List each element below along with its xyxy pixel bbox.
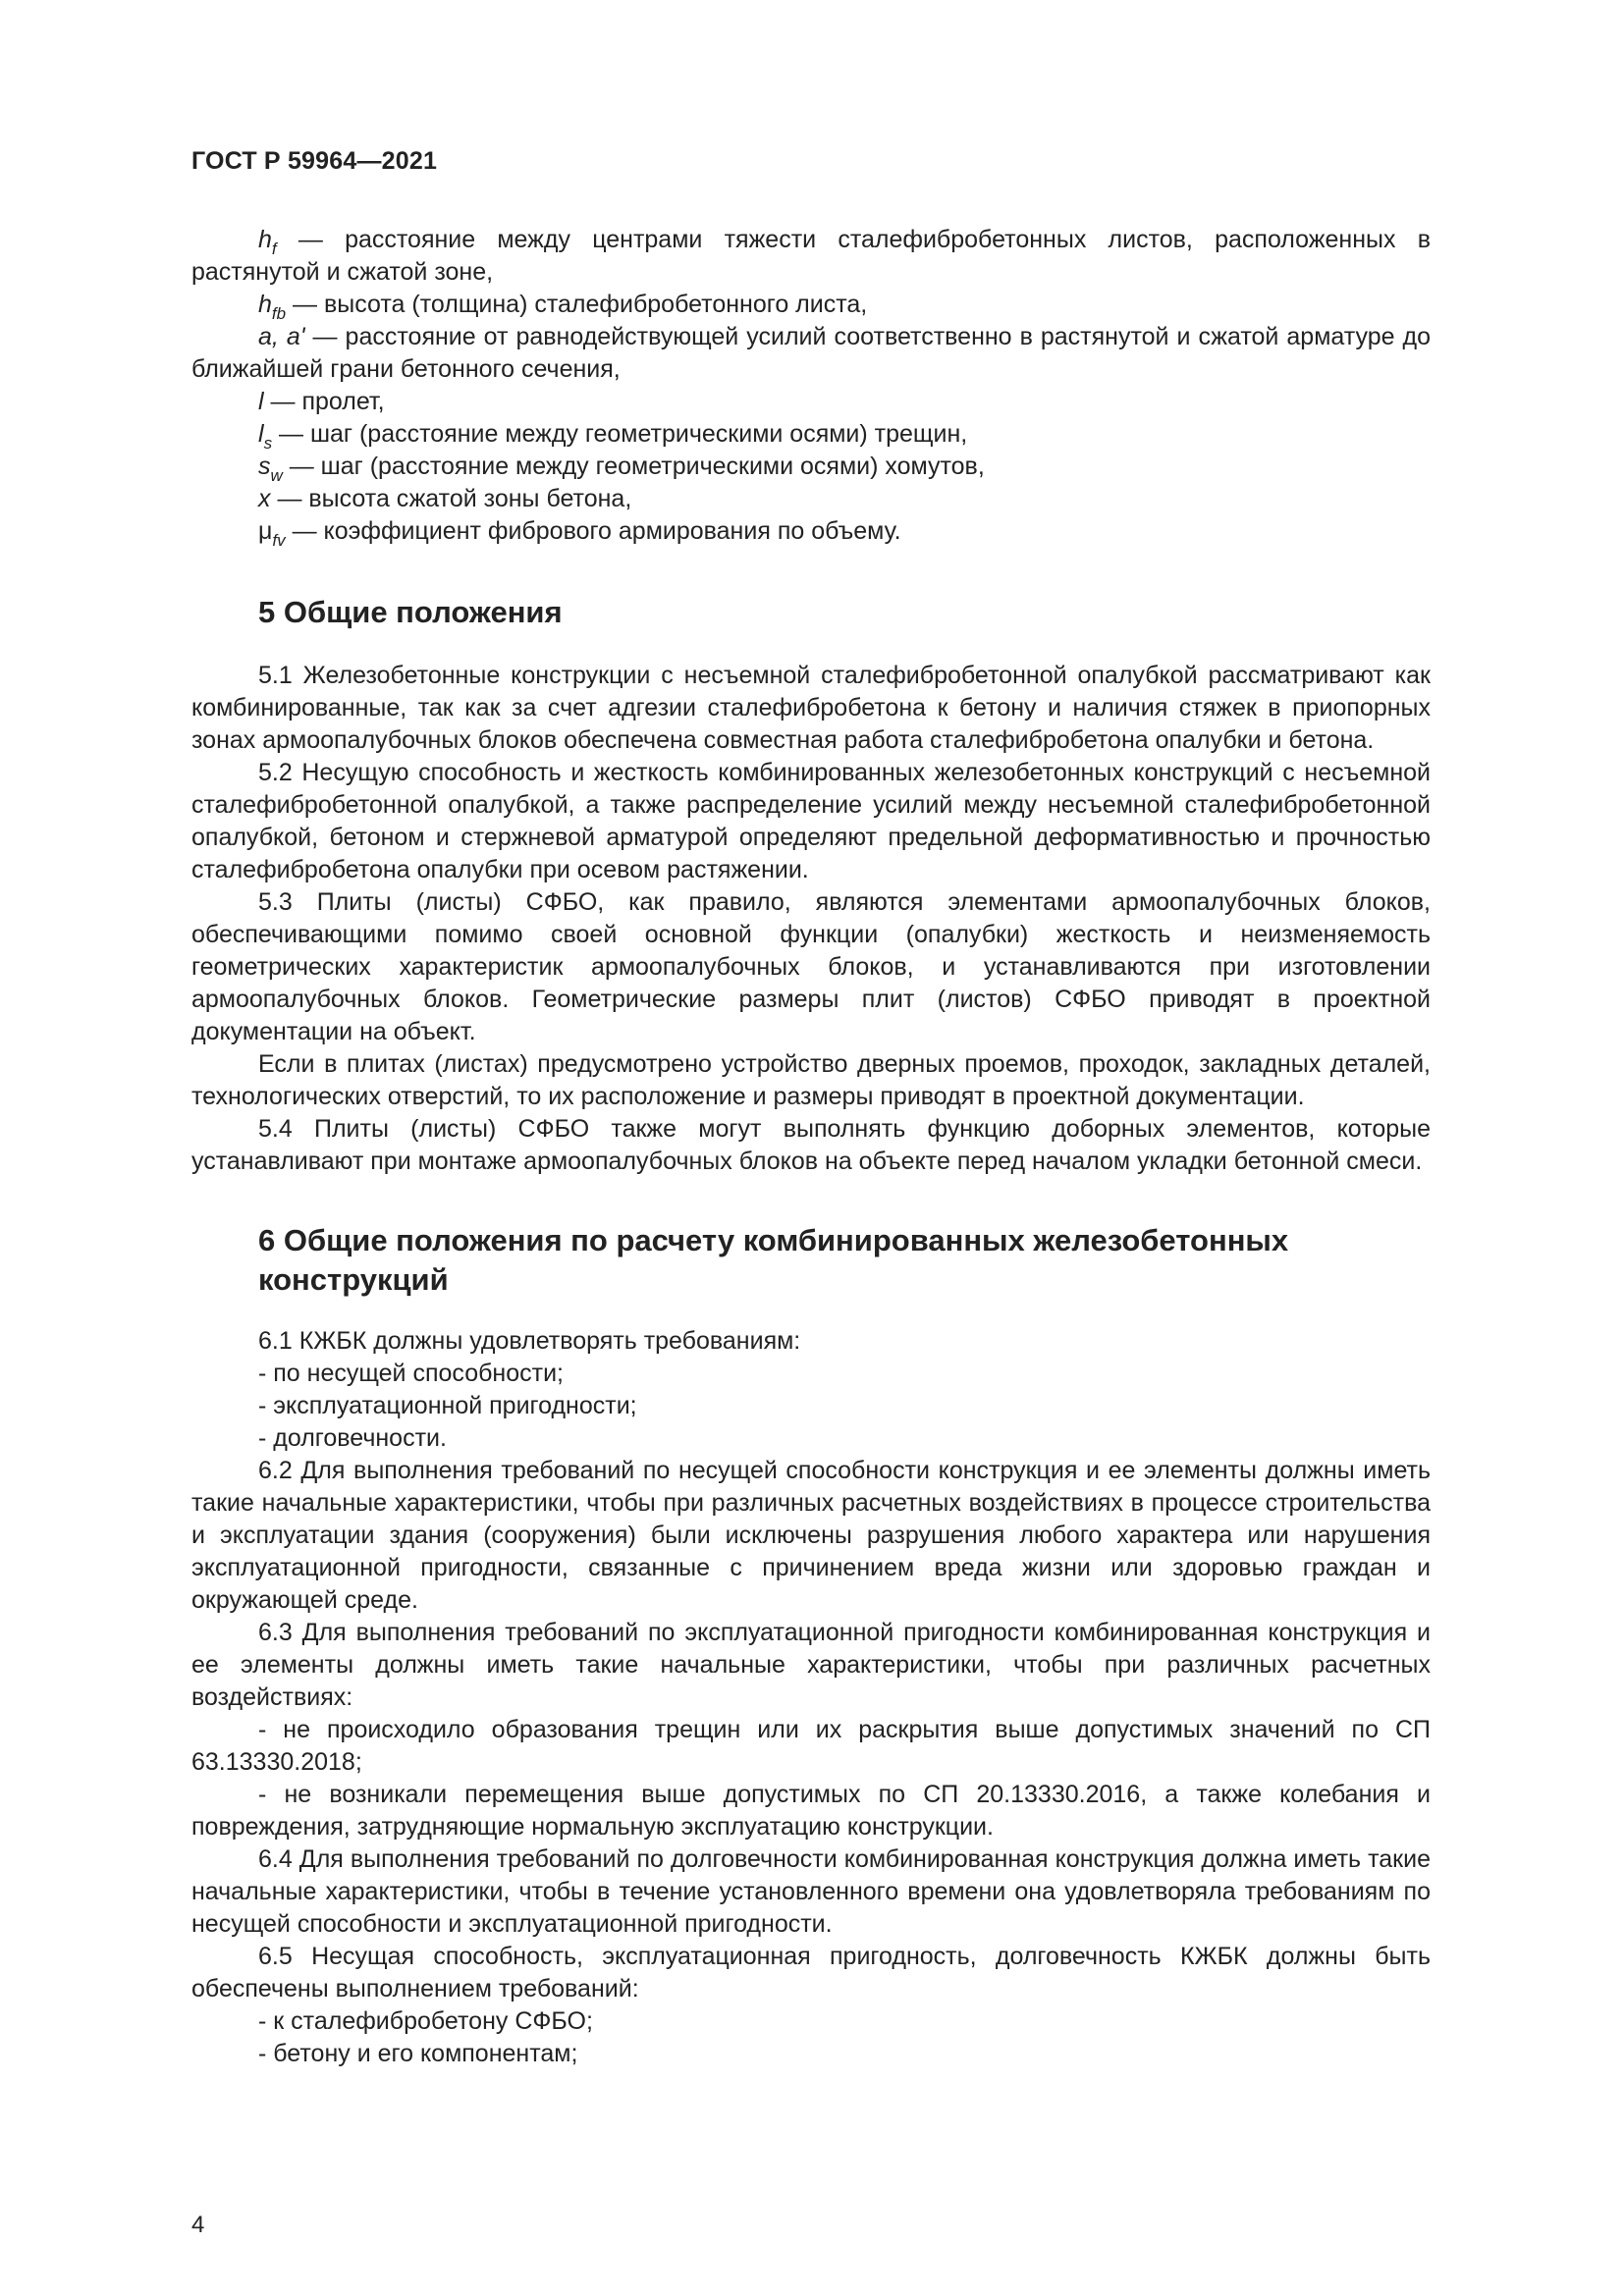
- definition-text: — расстояние от равнодействующей усилий соответственно в растянутой и сжатой арматуре до ближайшей грани бетонного сечения,: [191, 323, 1431, 383]
- section-6-list-item: - по несущей способности;: [258, 1360, 564, 1387]
- section-6-paragraph: 6.3 Для выполнения требований по эксплуатационной пригодности комбинированная конструкция и ее элементы должны иметь такие начальные характеристики, чтобы при различных расчетных воздействиях:: [191, 1619, 1431, 1711]
- section-6-paragraph: 6.2 Для выполнения требований по несущей способности конструкция и ее элементы должны иметь такие начальные характеристики, чтобы при различных расчетных воздействиях в процессе строительства и эксплуатации здания (сооружения) были исключены разрушения любого характера или нарушения эксплуатационной пригодности, связанные с причинением вреда жизни или здоровью граждан и окружающей среде.: [191, 1457, 1431, 1614]
- section-6-paragraph: 6.1 КЖБК должны удовлетворять требованиям:: [258, 1327, 801, 1355]
- definition-subscript: fb: [271, 304, 287, 323]
- definition-symbol: h: [258, 291, 272, 318]
- definition-text: — расстояние между центрами тяжести сталефибробетонных листов, расположенных в растянутой и сжатой зоне,: [191, 226, 1431, 286]
- definition-item: [191, 451, 1431, 483]
- section-6-list-item: - долговечности.: [258, 1424, 447, 1452]
- section-5-paragraph: 5.4 Плиты (листы) СФБО также могут выполнять функцию доборных элементов, которые устанавливают при монтаже армоопалубочных блоков на объекте перед началом укладки бетонной смеси.: [191, 1115, 1431, 1175]
- definition-subscript: fv: [272, 531, 286, 550]
- definition-symbol: h: [258, 226, 272, 253]
- definition-item: [191, 483, 1431, 515]
- section-6-list-item: - не происходило образования трещин или их раскрытия выше допустимых значений по СП 63.13330.2018;: [191, 1716, 1431, 1776]
- definition-symbol: μ: [258, 517, 273, 545]
- definition-symbol: l: [258, 420, 264, 448]
- definition-symbol: l: [258, 388, 264, 415]
- definition-text: — шаг (расстояние между геометрическими осями) хомутов,: [282, 453, 985, 480]
- document-body: [191, 224, 1431, 2070]
- definition-symbol: s: [258, 453, 271, 480]
- definition-text: — высота сжатой зоны бетона,: [270, 485, 632, 512]
- definition-subscript: f: [271, 240, 277, 258]
- section-5-paragraph: 5.2 Несущую способность и жесткость комбинированных железобетонных конструкций с несъемной сталефибробетонной опалубкой, а также распределение усилий между несъемной сталефибробетонной опалубкой, бетоном и стержневой арматурой определяют предельной деформативностью и прочностью сталефибробетона опалубки при осевом растяжении.: [191, 759, 1431, 883]
- definition-subscript: s: [263, 434, 273, 453]
- section-6-paragraph: 6.4 Для выполнения требований по долговечности комбинированная конструкция должна иметь такие начальные характеристики, чтобы в течение установленного времени она удовлетворяла требованиям по несущей способности и эксплуатационной пригодности.: [191, 1845, 1431, 1938]
- definition-subscript: w: [270, 466, 283, 485]
- definition-item: [191, 224, 1431, 289]
- definition-text: — пролет,: [263, 388, 385, 415]
- definition-item: [191, 289, 1431, 321]
- definition-item: [191, 386, 1431, 418]
- definition-item: [191, 515, 1431, 548]
- section-6-list-item: - не возникали перемещения выше допустимых по СП 20.13330.2016, а также колебания и повреждения, затрудняющие нормальную эксплуатацию конструкции.: [191, 1781, 1431, 1841]
- definition-text: — высота (толщина) сталефибробетонного листа,: [286, 291, 868, 318]
- definition-text: — шаг (расстояние между геометрическими осями) трещин,: [272, 420, 968, 448]
- definition-symbol: a, a': [258, 323, 305, 350]
- definition-item: [191, 418, 1431, 451]
- definition-symbol: x: [258, 485, 271, 512]
- section-6-list-item: - эксплуатационной пригодности;: [258, 1392, 637, 1419]
- section-5-paragraph: Если в плитах (листах) предусмотрено устройство дверных проемов, проходок, закладных деталей, технологических отверстий, то их расположение и размеры приводят в проектной документации.: [191, 1050, 1431, 1110]
- page-number: 4: [191, 2212, 205, 2238]
- document-header: ГОСТ Р 59964—2021: [191, 147, 438, 175]
- section-5-heading: 5 Общие положения: [258, 595, 563, 629]
- definition-item: [191, 321, 1431, 386]
- section-6-list-item: - к сталефибробетону СФБО;: [258, 2007, 593, 2035]
- section-5-paragraph: 5.1 Железобетонные конструкции с несъемной сталефибробетонной опалубкой рассматривают как комбинированные, так как за счет адгезии сталефибробетона к бетону и наличия стяжек в приопорных зонах армоопалубочных блоков обеспечена совместная работа сталефибробетона опалубки и бетона.: [191, 662, 1431, 754]
- section-6-list-item: - бетону и его компонентам;: [258, 2040, 578, 2067]
- section-5-paragraph: 5.3 Плиты (листы) СФБО, как правило, являются элементами армоопалубочных блоков, обеспечивающими помимо своей основной функции (опалубки) жесткость и неизменяемость геометрических характеристик армоопалубочных блоков, и устанавливаются при изготовлении армоопалубочных блоков. Геометрические размеры плит (листов) СФБО приводят в проектной документации на объект.: [191, 888, 1431, 1045]
- section-6-heading: 6 Общие положения по расчету комбинированных железобетонных конструкций: [258, 1223, 1289, 1297]
- section-6-paragraph: 6.5 Несущая способность, эксплуатационная пригодность, долговечность КЖБК должны быть обеспечены выполнением требований:: [191, 1943, 1431, 2002]
- definition-text: — коэффициент фибрового армирования по объему.: [285, 517, 901, 545]
